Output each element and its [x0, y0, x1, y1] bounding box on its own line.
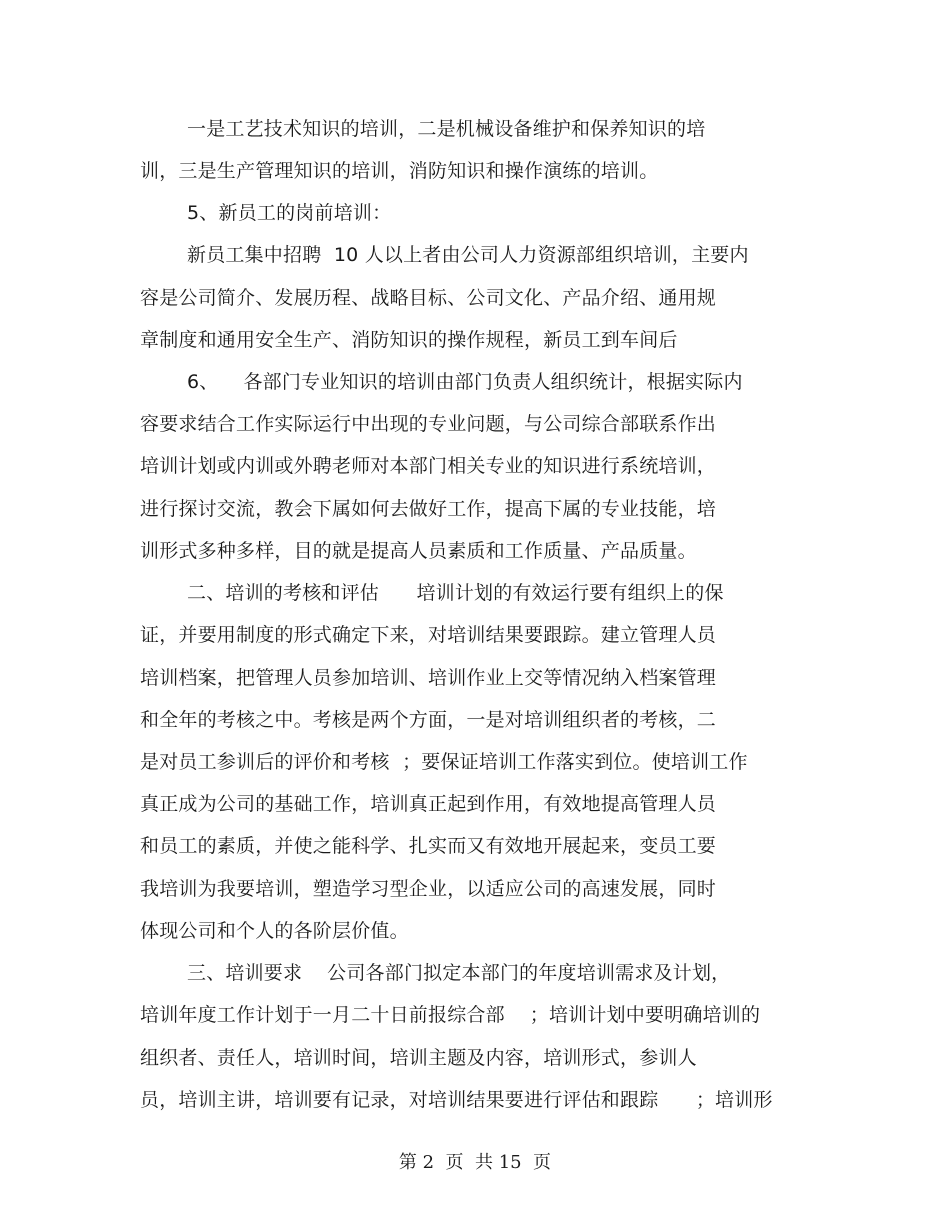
text-line: 章制度和通用安全生产、消防知识的操作规程，新员工到车间后 — [140, 329, 678, 351]
text-line: 体现公司和个人的各阶层价值。 — [140, 920, 409, 942]
text-line: 容要求结合工作实际运行中出现的专业问题，与公司综合部联系作出 — [140, 413, 717, 435]
page-number-footer: 第 2 页 共 15 页 — [398, 1152, 552, 1173]
text-line: 容是公司简介、发展历程、战略目标、公司文化、产品介绍、通用规 — [140, 287, 717, 309]
text-line: 组织者、责任人，培训时间，培训主题及内容，培训形式，参训人 — [140, 1047, 697, 1069]
text-line: 证，并要用制度的形式确定下来，对培训结果要跟踪。建立管理人员 — [140, 624, 717, 646]
text-line: 培训档案，把管理人员参加培训、培训作业上交等情况纳入档案管理 — [140, 667, 717, 689]
text-line: 我培训为我要培训，塑造学习型企业，以适应公司的高速发展，同时 — [140, 878, 717, 900]
text-line: 训，三是生产管理知识的培训，消防知识和操作演练的培训。 — [140, 160, 659, 182]
text-line: 一是工艺技术知识的培训，二是机械设备维护和保养知识的培 — [187, 118, 706, 140]
text-line: 6、 各部门专业知识的培训由部门负责人组织统计，根据实际内 — [187, 371, 743, 393]
text-line: 新员工集中招聘 10 人以上者由公司人力资源部组织培训，主要内 — [187, 244, 749, 266]
text-line: 和员工的素质，并使之能科学、扎实而又有效地开展起来，变员工要 — [140, 835, 717, 857]
text-line: 培训年度工作计划于一月二十日前报综合部 ；培训计划中要明确培训的 — [140, 1004, 761, 1026]
text-line: 是对员工参训后的评价和考核 ；要保证培训工作落实到位。使培训工作 — [140, 751, 748, 773]
text-line: 员，培训主讲，培训要有记录，对培训结果要进行评估和跟踪 ；培训形 — [140, 1089, 773, 1111]
text-line: 和全年的考核之中。考核是两个方面，一是对培训组织者的考核，二 — [140, 709, 717, 731]
section-heading-line: 二、培训的考核和评估 培训计划的有效运行要有组织上的保 — [187, 582, 724, 604]
text-line: 真正成为公司的基础工作，培训真正起到作用，有效地提高管理人员 — [140, 793, 717, 815]
text-line: 训形式多种多样，目的就是提高人员素质和工作质量、产品质量。 — [140, 540, 697, 562]
text-line: 培训计划或内训或外聘老师对本部门相关专业的知识进行系统培训， — [140, 455, 717, 477]
section-heading-line: 三、培训要求 公司各部门拟定本部门的年度培训需求及计划， — [187, 962, 731, 984]
text-line: 进行探讨交流，教会下属如何去做好工作，提高下属的专业技能，培 — [140, 498, 717, 520]
text-line: 5、新员工的岗前培训： — [187, 202, 392, 224]
